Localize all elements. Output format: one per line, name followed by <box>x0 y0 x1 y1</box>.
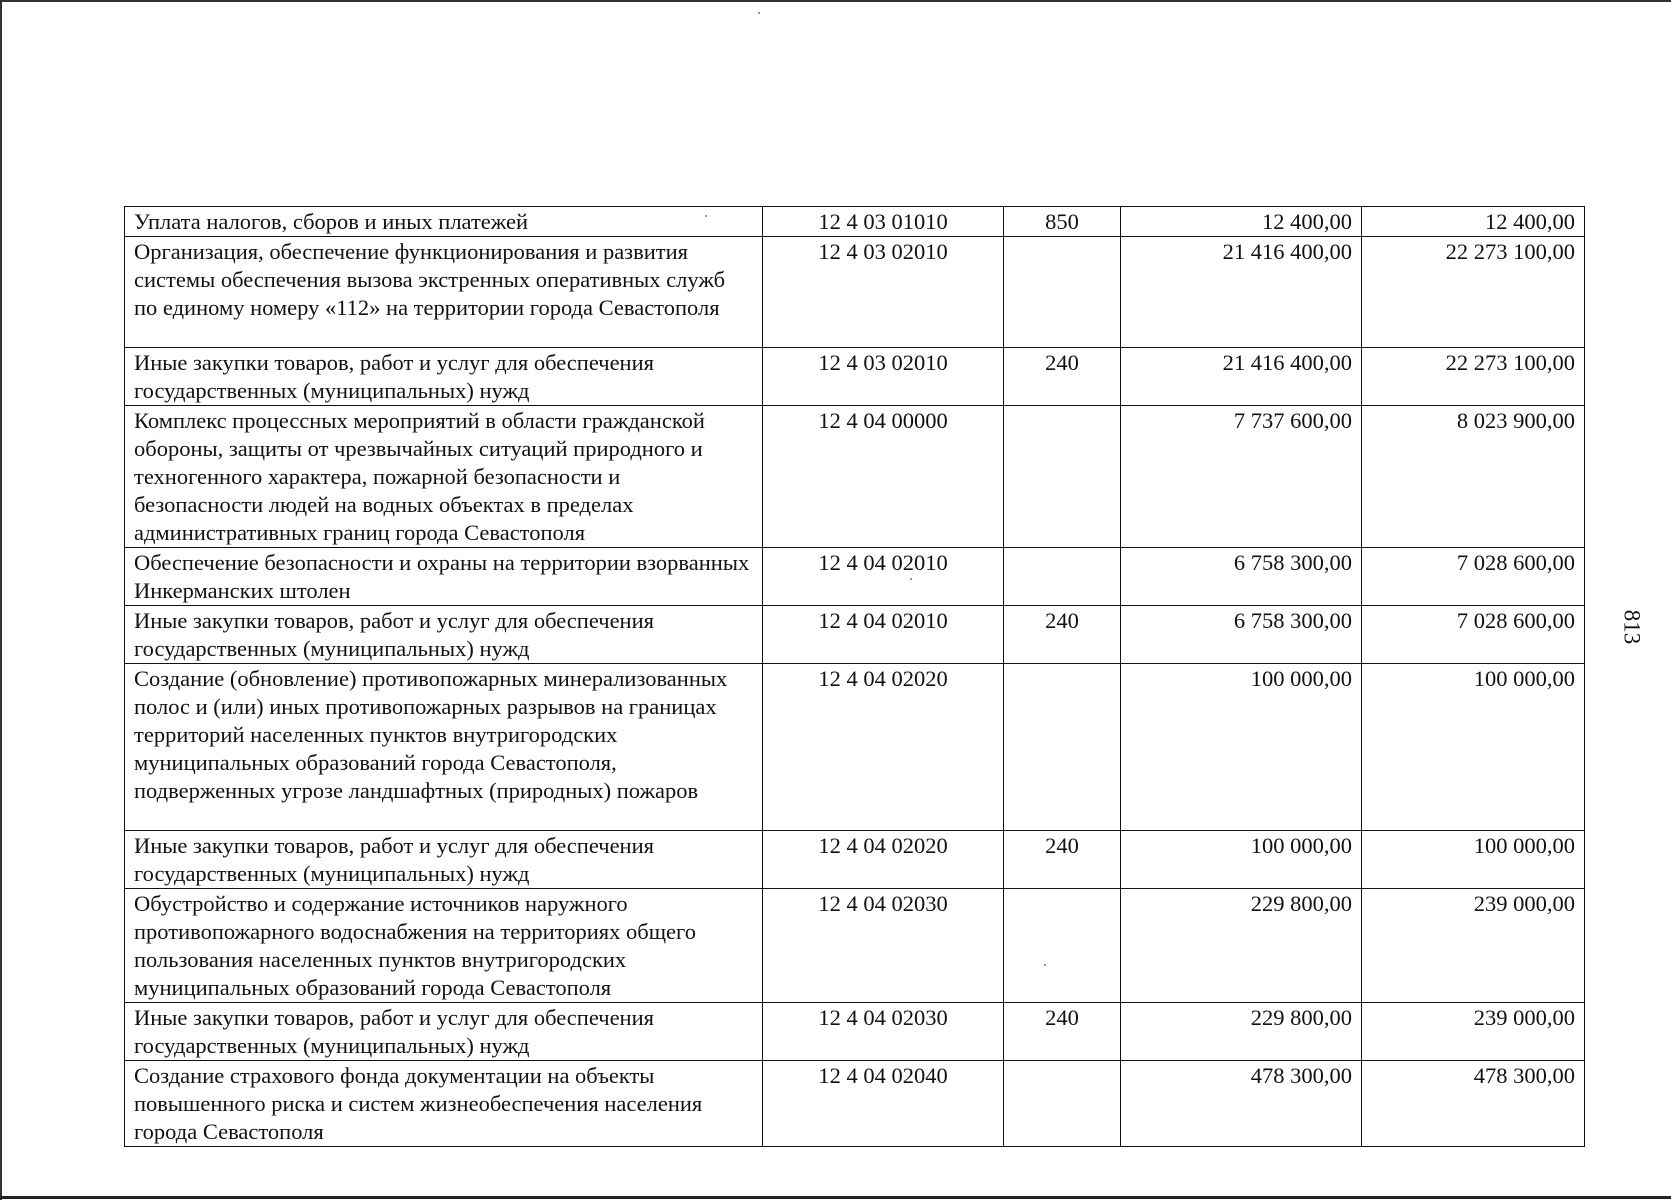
table-row <box>125 1003 1585 1061</box>
target-code-cell: 12 4 03 02010 <box>763 237 1004 348</box>
sum-year1-cell: 12 400,00 <box>1121 207 1362 237</box>
target-code-cell: 12 4 04 00000 <box>763 406 1004 548</box>
item-name-cell: Иные закупки товаров, работ и услуг для обеспечения государственных (муниципальных) нужд <box>125 831 763 889</box>
target-code-cell: 12 4 04 02030 <box>763 1003 1004 1061</box>
table-row <box>125 606 1585 664</box>
item-name-cell: Иные закупки товаров, работ и услуг для обеспечения государственных (муниципальных) нужд <box>125 1003 763 1061</box>
sum-year2-cell: 239 000,00 <box>1362 889 1585 1003</box>
table-row <box>125 406 1585 548</box>
target-code-cell: 12 4 03 01010 <box>763 207 1004 237</box>
target-code-cell: 12 4 04 02020 <box>763 664 1004 831</box>
table-row <box>125 548 1585 606</box>
sum-year2-cell: 239 000,00 <box>1362 1003 1585 1061</box>
scan-speck <box>758 12 760 14</box>
sum-year2-cell: 100 000,00 <box>1362 831 1585 889</box>
expense-type-cell <box>1004 237 1121 348</box>
sum-year2-cell: 12 400,00 <box>1362 207 1585 237</box>
table-row <box>125 237 1585 348</box>
sum-year2-cell: 7 028 600,00 <box>1362 606 1585 664</box>
sum-year2-cell: 478 300,00 <box>1362 1061 1585 1147</box>
expense-type-cell: 240 <box>1004 606 1121 664</box>
sum-year2-cell: 8 023 900,00 <box>1362 406 1585 548</box>
target-code-cell: 12 4 04 02030 <box>763 889 1004 1003</box>
expense-type-cell <box>1004 889 1121 1003</box>
sum-year2-cell: 100 000,00 <box>1362 664 1585 831</box>
sum-year1-cell: 229 800,00 <box>1121 889 1362 1003</box>
budget-table-body <box>125 207 1585 1147</box>
scan-edge-top <box>0 0 1671 2</box>
sum-year1-cell: 100 000,00 <box>1121 831 1362 889</box>
item-name-cell: Организация, обеспечение функционирования и развития системы обеспечения вызова экстренных оперативных служб по единому номеру «112» на территории города Севастополя <box>125 237 763 348</box>
target-code-cell: 12 4 04 02010 <box>763 548 1004 606</box>
target-code-cell: 12 4 04 02020 <box>763 831 1004 889</box>
expense-type-cell: 240 <box>1004 1003 1121 1061</box>
sum-year1-cell: 21 416 400,00 <box>1121 237 1362 348</box>
table-row <box>125 348 1585 406</box>
expense-type-cell: 850 <box>1004 207 1121 237</box>
target-code-cell: 12 4 04 02010 <box>763 606 1004 664</box>
sum-year2-cell: 22 273 100,00 <box>1362 348 1585 406</box>
expense-type-cell: 240 <box>1004 348 1121 406</box>
item-name-cell: Обеспечение безопасности и охраны на территории взорванных Инкерманских штолен <box>125 548 763 606</box>
item-name-cell: Иные закупки товаров, работ и услуг для обеспечения государственных (муниципальных) нужд <box>125 348 763 406</box>
sum-year2-cell: 22 273 100,00 <box>1362 237 1585 348</box>
expense-type-cell <box>1004 664 1121 831</box>
page-number: 813 <box>1619 609 1645 645</box>
sum-year1-cell: 6 758 300,00 <box>1121 606 1362 664</box>
item-name-cell: Создание (обновление) противопожарных минерализованных полос и (или) иных противопожарных разрывов на границах территорий населенных пунктов внутригородских муниципальных образований города Севастополя, подверженных угрозе ландшафтных (природных) пожаров <box>125 664 763 831</box>
expense-type-cell: 240 <box>1004 831 1121 889</box>
item-name-cell: Обустройство и содержание источников наружного противопожарного водоснабжения на территориях общего пользования населенных пунктов внутригородских муниципальных образований города Севастополя <box>125 889 763 1003</box>
sum-year1-cell: 7 737 600,00 <box>1121 406 1362 548</box>
table-row <box>125 889 1585 1003</box>
sum-year1-cell: 100 000,00 <box>1121 664 1362 831</box>
budget-table <box>124 206 1585 1147</box>
expense-type-cell <box>1004 1061 1121 1147</box>
table-row <box>125 664 1585 831</box>
sum-year2-cell: 7 028 600,00 <box>1362 548 1585 606</box>
item-name-cell: Иные закупки товаров, работ и услуг для обеспечения государственных (муниципальных) нужд <box>125 606 763 664</box>
target-code-cell: 12 4 04 02040 <box>763 1061 1004 1147</box>
item-name-cell: Уплата налогов, сборов и иных платежей <box>125 207 763 237</box>
target-code-cell: 12 4 03 02010 <box>763 348 1004 406</box>
sum-year1-cell: 229 800,00 <box>1121 1003 1362 1061</box>
item-name-cell: Создание страхового фонда документации на объекты повышенного риска и систем жизнеобеспечения населения города Севастополя <box>125 1061 763 1147</box>
scan-edge-left <box>0 0 2 1200</box>
table-row <box>125 1061 1585 1147</box>
sum-year1-cell: 6 758 300,00 <box>1121 548 1362 606</box>
sum-year1-cell: 478 300,00 <box>1121 1061 1362 1147</box>
sum-year1-cell: 21 416 400,00 <box>1121 348 1362 406</box>
item-name-cell: Комплекс процессных мероприятий в области гражданской обороны, защиты от чрезвычайных ситуаций природного и техногенного характера, пожарной безопасности и безопасности людей на водных объектах в пределах административных границ города Севастополя <box>125 406 763 548</box>
table-row <box>125 207 1585 237</box>
scan-edge-bottom <box>0 1196 1671 1199</box>
expense-type-cell <box>1004 548 1121 606</box>
table-row <box>125 831 1585 889</box>
expense-type-cell <box>1004 406 1121 548</box>
